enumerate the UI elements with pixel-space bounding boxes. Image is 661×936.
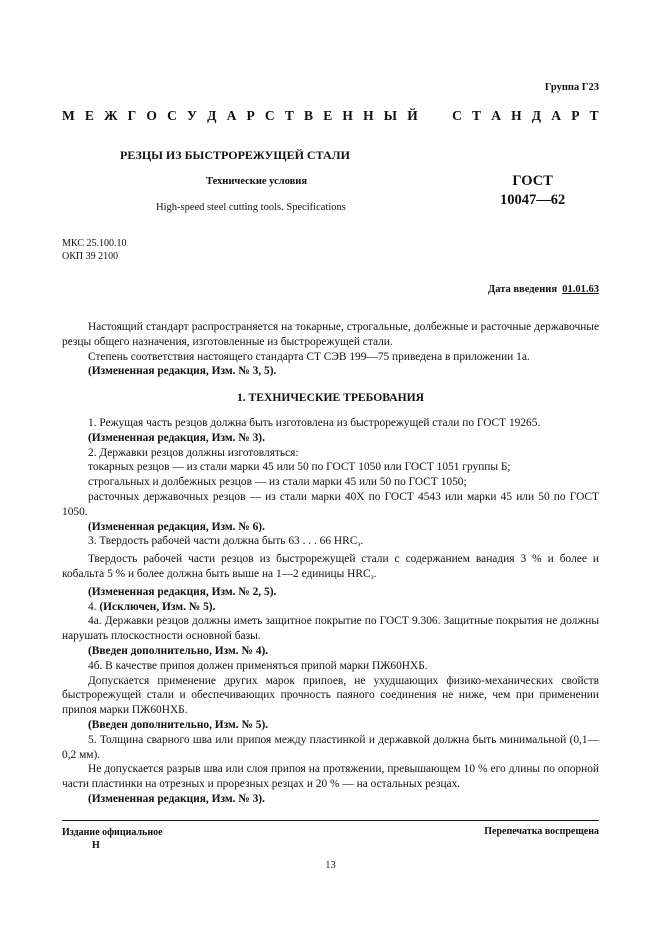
banner-letter: В [304, 108, 314, 123]
okp-code: ОКП 39 2100 [62, 250, 119, 262]
hardness-subscript: э [357, 540, 361, 549]
banner-letter: Д [207, 108, 217, 123]
paragraph-text: расточных державочных резцов — из стали марки 40Х по ГОСТ 4543 или марки 45 или 50 по ГОСТ 1050. [62, 490, 599, 518]
body-paragraph [62, 674, 599, 718]
paragraph-text: Твердость рабочей части резцов из быстрорежущей стали с содержанием ванадия 3 % и более и кобальта 5 % и более должна быть выше на 1—2 единицы HRC [62, 553, 599, 580]
banner-gap [428, 108, 442, 124]
body-paragraph [62, 659, 599, 674]
paragraph-text: (Измененная редакция, Изм. № 6). [88, 520, 265, 533]
banner-letter: Ы [383, 108, 398, 123]
document-title: РЕЗЦЫ ИЗ БЫСТРОРЕЖУЩЕЙ СТАЛИ [120, 148, 350, 162]
amendment-note [62, 364, 599, 379]
paragraph-text: строгальных и долбежных резцов — из стали марки 45 или 50 по ГОСТ 1050; [88, 476, 467, 489]
banner-letter: Й [407, 108, 418, 123]
banner-letter: Ж [104, 108, 118, 123]
document-subtitle: Технические условия [206, 176, 308, 187]
banner-letter: А [226, 108, 237, 123]
banner-letter: Р [246, 108, 255, 123]
body-paragraph [62, 446, 599, 461]
paragraph-text: токарных резцов — из стали марки 45 или 50 по ГОСТ 1050 или ГОСТ 1051 группы Б; [88, 461, 511, 474]
group-code: Группа Г23 [544, 82, 599, 93]
banner-letter: С [452, 108, 462, 123]
body-paragraph [62, 762, 599, 792]
edition-mark: Н [92, 840, 100, 851]
hardness-subscript: э [370, 572, 374, 581]
gost-designation [500, 172, 565, 210]
banner-letter: С [167, 108, 177, 123]
paragraph-tail: . [360, 535, 364, 548]
paragraph-tail: . [373, 567, 377, 580]
body-paragraph [62, 534, 599, 552]
interstate-standard-banner [62, 108, 599, 124]
banner-letter: Т [589, 108, 599, 123]
amendment-note [62, 520, 599, 535]
paragraph-text: Допускается применение других марок припоев, не ухудшающих физико-механических свойств быстрорежущей стали и обеспечивающих прочность паяного соединения не ниже, чем при применении припоя марки ПЖ60НХБ. [62, 674, 599, 717]
paragraph-text: (Измененная редакция, Изм. № 3, 5). [88, 365, 277, 378]
reprint-notice: Перепечатка воспрещена [484, 826, 599, 837]
gost-number: 10047—62 [500, 192, 566, 208]
body-paragraph [62, 350, 599, 365]
paragraph-text: 2. Державки резцов должны изготовляться: [88, 446, 299, 459]
body-paragraph [62, 460, 599, 475]
banner-letter: Д [531, 108, 542, 123]
banner-letter: О [146, 108, 157, 123]
gost-label: ГОСТ [512, 173, 553, 189]
banner-letter: М [62, 108, 75, 123]
body-paragraph [62, 475, 599, 490]
edition-label: Издание официальное [62, 827, 163, 838]
banner-letter: Т [284, 108, 294, 123]
paragraph-text: 4б. В качестве припоя должен применяться припой марки ПЖ60НХБ. [88, 659, 428, 672]
footer-edition [62, 826, 163, 852]
paragraph-text: Степень соответствия настоящего стандарта СТ СЭВ 199—75 приведена в приложении 1а. [88, 350, 530, 363]
paragraph-text: 3. Твердость рабочей части должна быть 63 . . . 66 HRC [88, 535, 358, 548]
banner-letter: Н [342, 108, 353, 123]
amendment-note [62, 718, 599, 733]
banner-letter: У [187, 108, 197, 123]
body-paragraph [62, 416, 599, 431]
banner-letter: А [491, 108, 501, 123]
banner-letter: Р [571, 108, 580, 123]
paragraph-text: (Измененная редакция, Изм. № 3). [88, 792, 265, 805]
paragraph-text: (Введен дополнительно, Изм. № 5). [88, 718, 269, 731]
paragraph-text: (Измененная редакция, Изм. № 3). [88, 431, 265, 444]
amendment-note [62, 585, 599, 600]
mks-code: МКС 25.100.10 [62, 238, 127, 249]
document-title-english: High-speed steel cutting tools. Specifications [156, 202, 346, 213]
paragraph-text: 5. Толщина сварного шва или припоя между пластинкой и державкой должна быть минимальной (0,1—0,2 мм). [62, 733, 599, 761]
introduction-date [488, 284, 599, 295]
banner-letter: Е [84, 108, 94, 123]
banner-letter: Г [127, 108, 137, 123]
body-paragraph [62, 733, 599, 763]
body-paragraph [62, 490, 599, 520]
body-paragraph [62, 552, 599, 585]
banner-letter: Е [323, 108, 333, 123]
body-paragraph [62, 614, 599, 644]
footer-divider [62, 820, 599, 821]
paragraph-text: Настоящий стандарт распространяется на токарные, строгальные, долбежные и расточные державочные резцы общего назначения, изготовленные из быстрорежущей стали. [62, 321, 599, 348]
paragraph-text: Не допускается разрыв шва или слоя припоя на протяжении, превышающем 10 % его длины по опорной части пластинки на отрезных и прорезных резцах и 20 % — на остальных резцах. [62, 763, 599, 791]
banner-letter: Н [363, 108, 374, 123]
banner-letter: Н [511, 108, 522, 123]
banner-letter: С [264, 108, 275, 123]
page-number: 13 [325, 860, 336, 871]
paragraph-text: 4а. Державки резцов должны иметь защитное покрытие по ГОСТ 9.306. Защитные покрытия не должны нарушать плоскостности основной базы. [62, 615, 599, 643]
classification-codes [62, 238, 126, 263]
body-paragraph [62, 320, 599, 350]
amendment-note [62, 792, 599, 807]
paragraph-text: 4. [88, 600, 100, 613]
amendment-note [62, 431, 599, 446]
banner-letter: А [551, 108, 562, 123]
paragraph-text: (Введен дополнительно, Изм. № 4). [88, 644, 269, 657]
paragraph-text: 1. Режущая часть резцов должна быть изготовлена из быстрорежущей стали по ГОСТ 19265. [88, 416, 541, 429]
intro-date-label: Дата введения [488, 284, 557, 295]
intro-date-value: 01.01.63 [562, 284, 599, 295]
exclusion-note: (Исключен, Изм. № 5). [99, 600, 216, 613]
body-paragraph [62, 600, 599, 615]
section-heading: 1. ТЕХНИЧЕСКИЕ ТРЕБОВАНИЯ [236, 391, 425, 405]
banner-letter: Т [472, 108, 482, 123]
document-body [62, 320, 599, 807]
amendment-note [62, 644, 599, 659]
paragraph-text: (Измененная редакция, Изм. № 2, 5). [88, 585, 277, 598]
